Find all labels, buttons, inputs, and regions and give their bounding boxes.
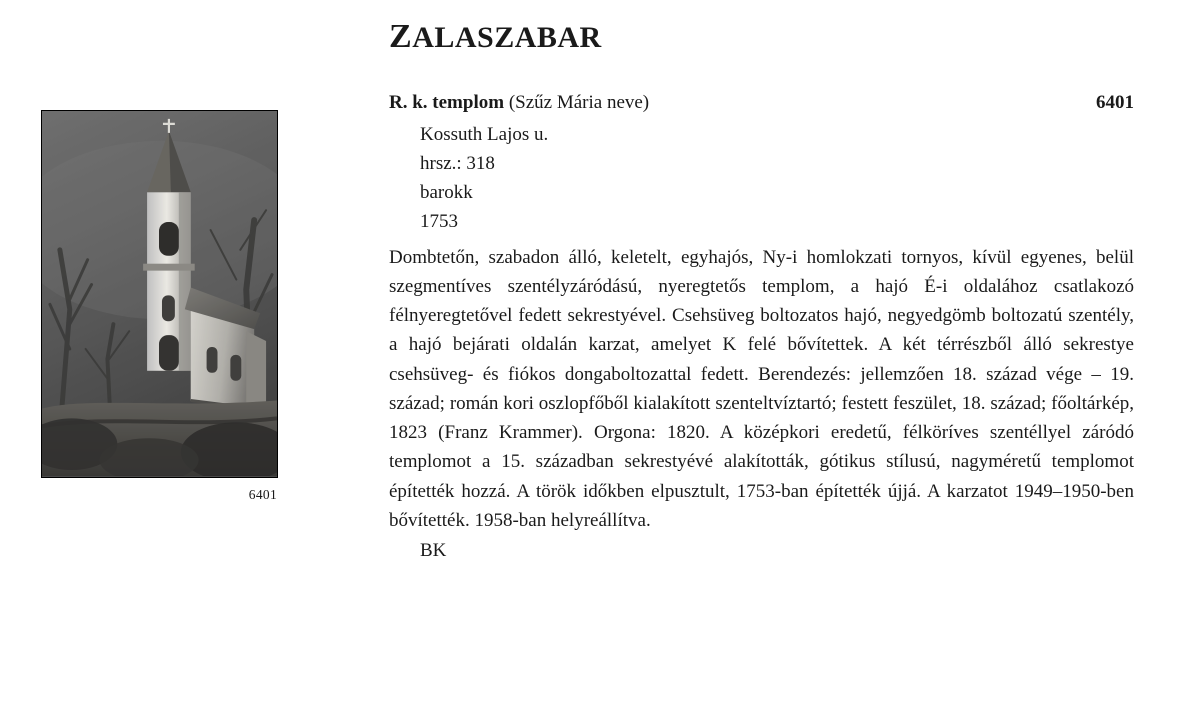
entry-heading — [389, 91, 1134, 115]
monument-name: R. k. templom — [389, 92, 505, 114]
author-initials: BK — [420, 540, 447, 562]
list-item: 1753 — [420, 210, 458, 232]
church-photograph — [41, 110, 278, 478]
figure-column — [41, 110, 327, 503]
list-item: hrsz.: 318 — [420, 153, 495, 175]
text-column — [389, 18, 1134, 566]
entry-number: 6401 — [1096, 92, 1134, 114]
church-photograph-image — [42, 111, 277, 476]
list-item: barokk — [420, 181, 473, 203]
figure-caption: 6401 — [248, 487, 277, 502]
page-title-rest: ALASZABAR — [412, 21, 602, 54]
list-item: Kossuth Lajos u. — [420, 124, 549, 146]
page-title — [389, 18, 1134, 55]
monument-dedication: (Szűz Mária neve) — [508, 92, 650, 114]
monument-description: Dombtetőn, szabadon álló, keletelt, egyhajós, Ny-i homlokzati tornyos, kívül egyenes, belül szegmentíves szentélyzáródású, nyeregtetős templom, a hajó É-i oldalához csatlakozó félnyeregtetővel fedett sekrestyével. Csehsüveg boltozatos hajó, negyedgömb boltozatú szentély, a hajó bejárati oldalán karzat, amelyet K felé bővítettek. A két térrészből álló sekrestye csehsüveg- és fiókos dongaboltozattal fedett. Berendezés: jellemzően 18. század vége – 19. század; román kori oszlopfőből kialakított szenteltvíztartó; festett feszület, 18. század; főoltárkép, 1823 (Franz Krammer). Orgona: 1820. A középkori eredetű, félköríves szentéllyel záródó templomot a 15. században sekrestyévé alakították, gótikus stílusú, nagyméretű templomot építették hozzá. A török időkben elpusztult, 1753-ban építették újjá. A karzatot 1949–1950-ben bővítették. 1958-ban helyreállítva. — [389, 246, 1134, 531]
monument-metadata-list — [389, 121, 1134, 237]
page-title-initial: Z — [389, 18, 413, 55]
